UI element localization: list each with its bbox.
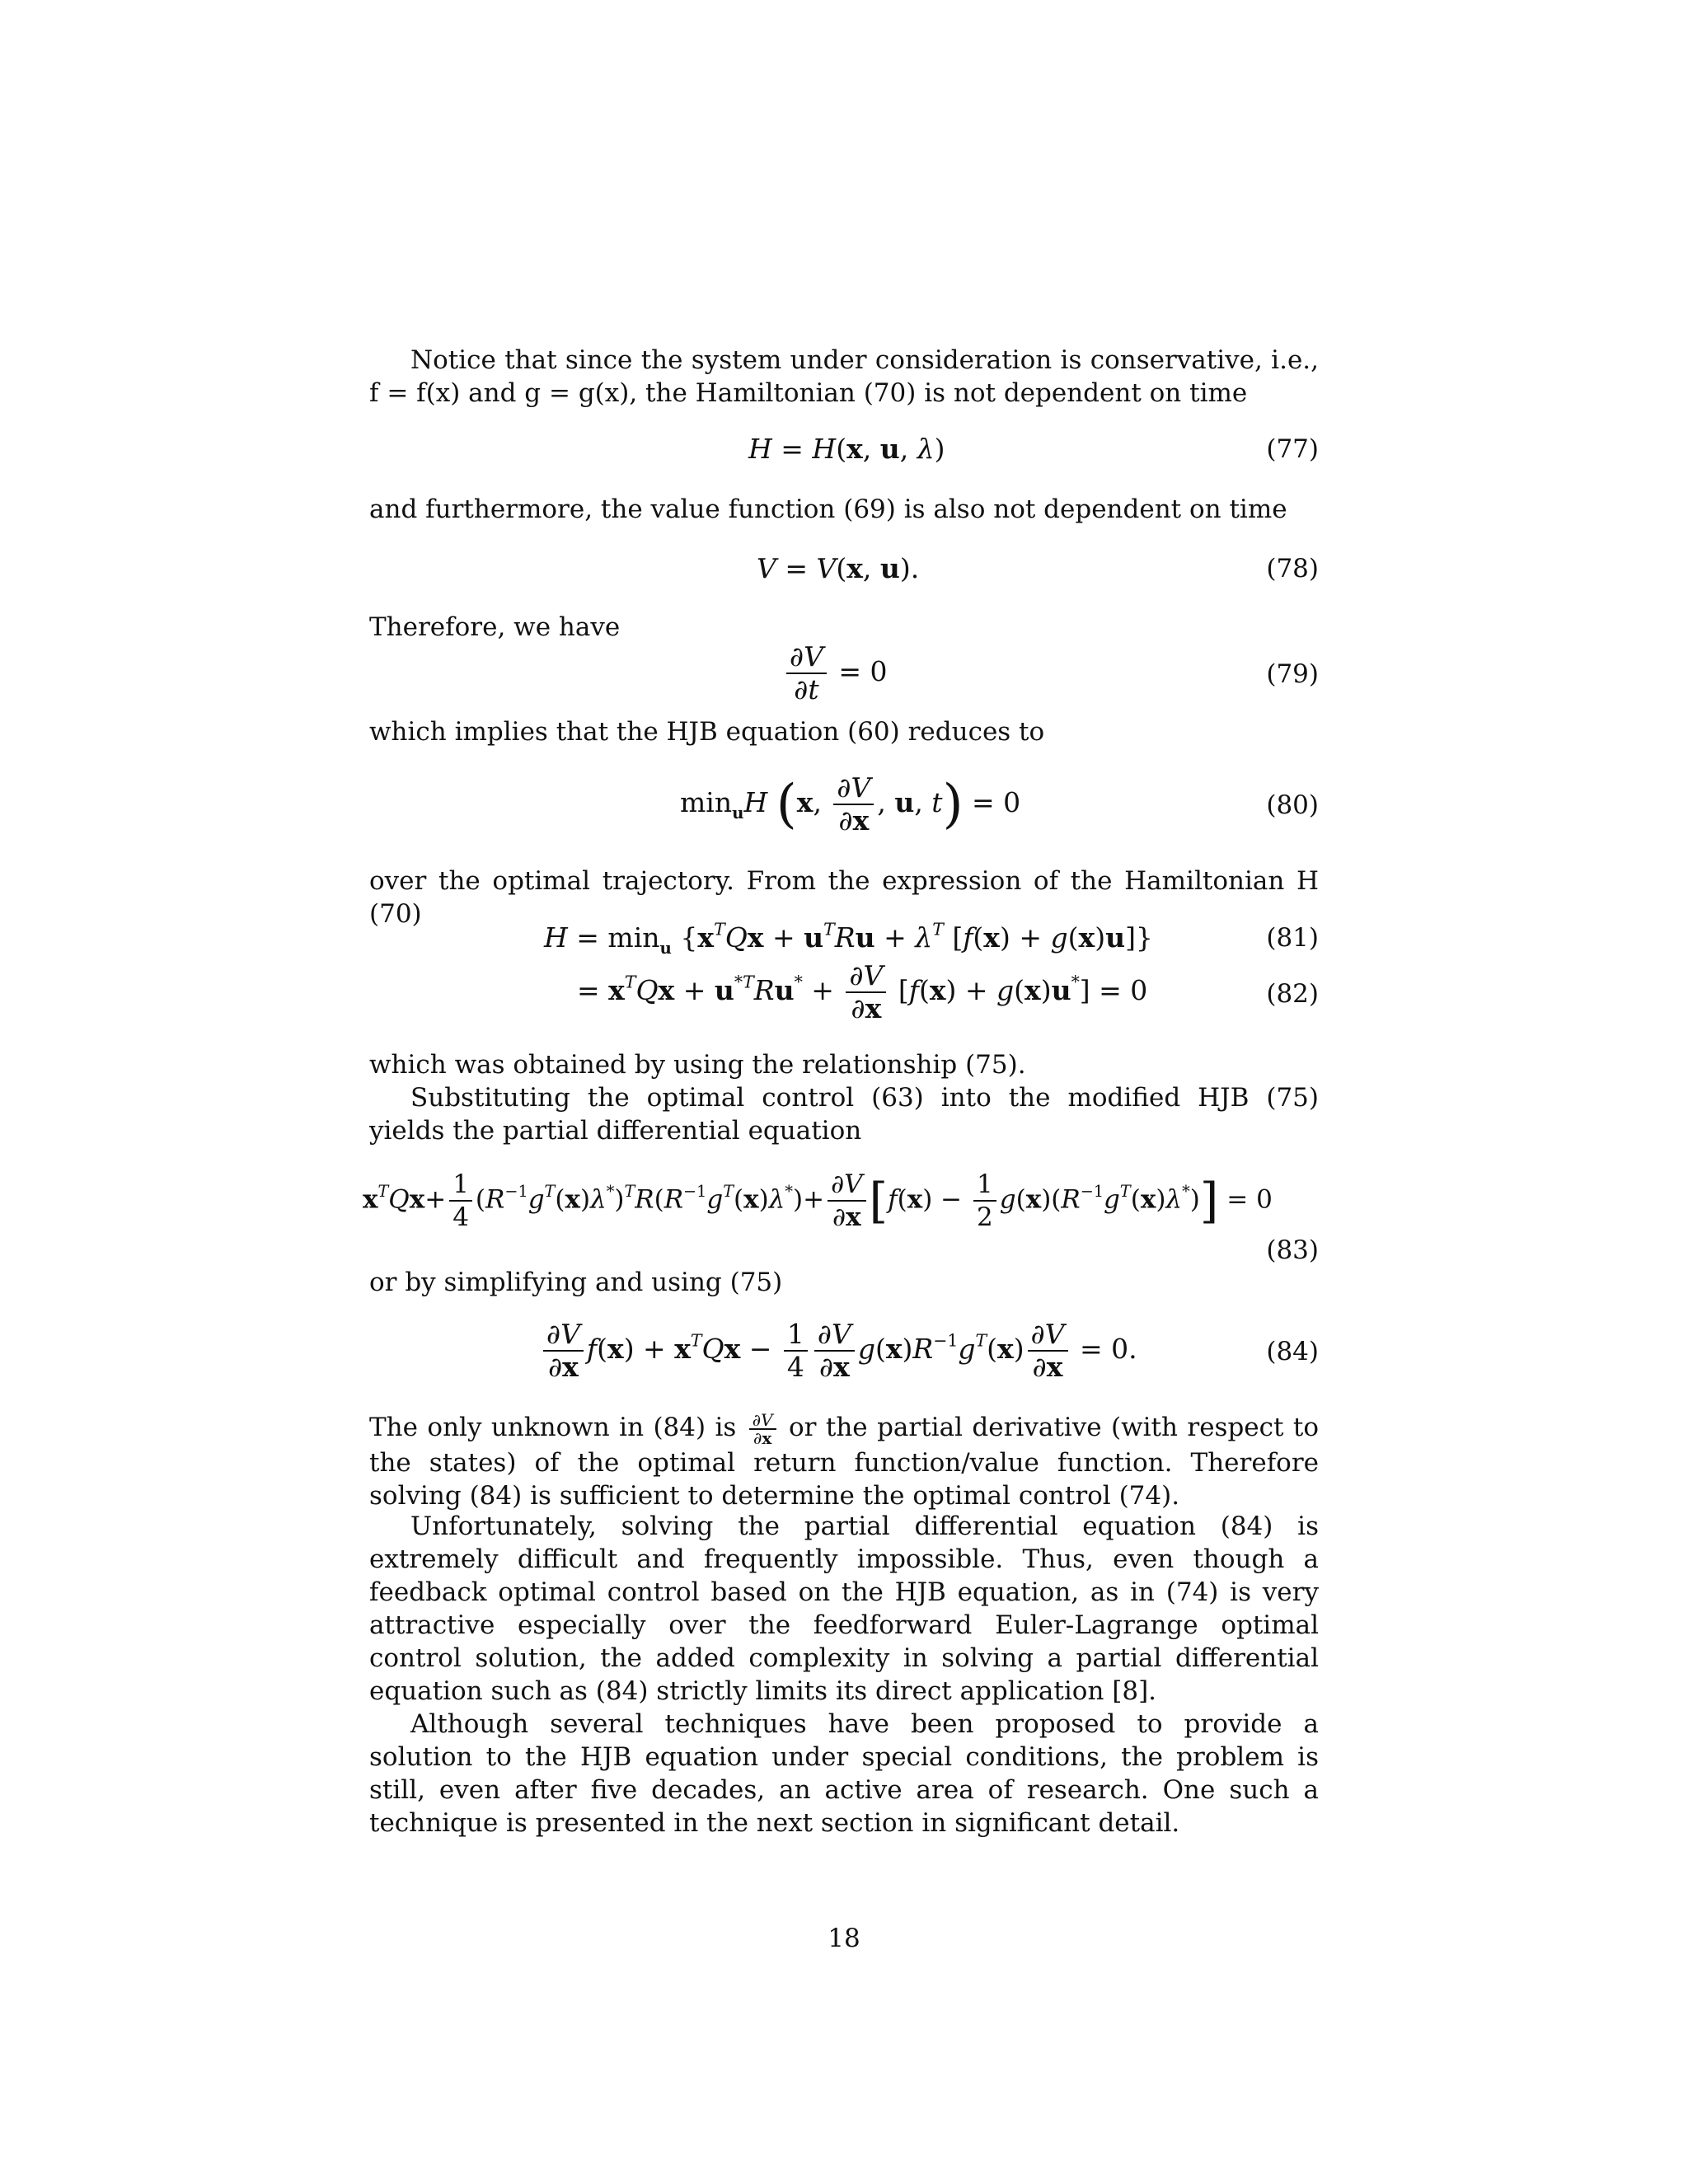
equation-79: $\frac{\partial V}{\partial t}$ = 0 xyxy=(783,641,888,705)
paragraph-6: which was obtained by using the relationship (75). xyxy=(369,1050,1026,1080)
paragraph-9-end: or the partial derivative (with respect to the states) of the optimal return function/value function. Therefore solving (84) is sufficient to determine the optimal control (74). xyxy=(369,1413,1319,1511)
equation-number-82: (82) xyxy=(1266,979,1319,1009)
equation-83: $x^TQx+$ $\frac{1}{4}$ $(R^{-1}g^T(x)\lambda^*)^TR(R^{-1}g^T(x)\lambda^*)+$ $\frac{\partial V}{\partial x}$ [f(x) − $\frac{1}{2}$ $g(x)(R^{-1}g^T(x)\lambda^*)] = 0$ xyxy=(363,1169,1273,1232)
equation-number-78: (78) xyxy=(1266,554,1319,583)
equation-number-77: (77) xyxy=(1266,434,1319,464)
page-number: 18 xyxy=(828,1924,860,1953)
equation-77: H = H(x, u, λ) xyxy=(748,433,945,465)
paragraph-1: Notice that since the system under consideration is conservative, i.e., f = f(x) and g = g(x), the Hamiltonian (70) is not dependent on time xyxy=(369,345,1319,408)
paragraph-4: which implies that the HJB equation (60) reduces to xyxy=(369,717,1045,747)
equation-number-80: (80) xyxy=(1266,790,1319,820)
paragraph-8: or by simplifying and using (75) xyxy=(369,1268,783,1297)
paragraph-11: Although several techniques have been proposed to provide a solution to the HJB equation under special conditions, the problem is still, even after five decades, an active area of research. One such a technique is presented in the next section in significant detail. xyxy=(369,1709,1319,1838)
equation-78: V = V(x, u). xyxy=(757,552,920,584)
paragraph-2: and furthermore, the value function (69) is also not dependent on time xyxy=(369,494,1287,524)
inline-fraction-dv-dx: $\frac{\partial V}{\partial x}$ xyxy=(749,1412,776,1446)
equation-number-79: (79) xyxy=(1266,659,1319,689)
paragraph-3: Therefore, we have xyxy=(369,612,621,642)
equation-81: $H = \min_u \{x^TQx + u^TRu + \lambda^T$ [f(x) + g(x)u]} xyxy=(544,919,1153,958)
paragraph-9 xyxy=(369,1411,1319,1512)
paragraph-10: Unfortunately, solving the partial differential equation (84) is extremely difficult and frequently impossible. Thus, even though a feedback optimal control based on the HJB equation, as in (74) is very attractive especially over the feedforward Euler-Lagrange optimal control solution, the added complexity in solving a partial differential equation such as (84) strictly limits its direct application [8]. xyxy=(369,1511,1319,1706)
equation-80: $\min_uH$ (x, $\frac{\partial V}{\partial x}$ , u, t) = 0 xyxy=(680,771,1021,837)
equation-number-84: (84) xyxy=(1266,1337,1319,1366)
equation-84: $\frac{\partial V}{\partial x}$ $f(x) + x^TQx$ − $\frac{1}{4}$ $\frac{\partial V}{\partial x}$ $g(x)R^{-1}g^T(x)$ $\frac{\partial V}{\partial x}$ = 0. xyxy=(540,1319,1137,1383)
paragraph-7: Substituting the optimal control (63) into the modified HJB (75) yields the partial differential equation xyxy=(369,1083,1319,1146)
equation-82: = $x^TQx + u^{*T}Ru^*$ + $\frac{\partial V}{\partial x}$ [f(x) + g(x)u*] = 0 xyxy=(577,959,1148,1024)
equation-number-81: (81) xyxy=(1266,923,1319,953)
equation-number-83: (83) xyxy=(1266,1235,1319,1265)
paragraph-9-start: The only unknown in (84) is xyxy=(369,1413,737,1442)
paragraph-5: over the optimal trajectory. From the expression of the Hamiltonian H (70) xyxy=(369,866,1319,929)
